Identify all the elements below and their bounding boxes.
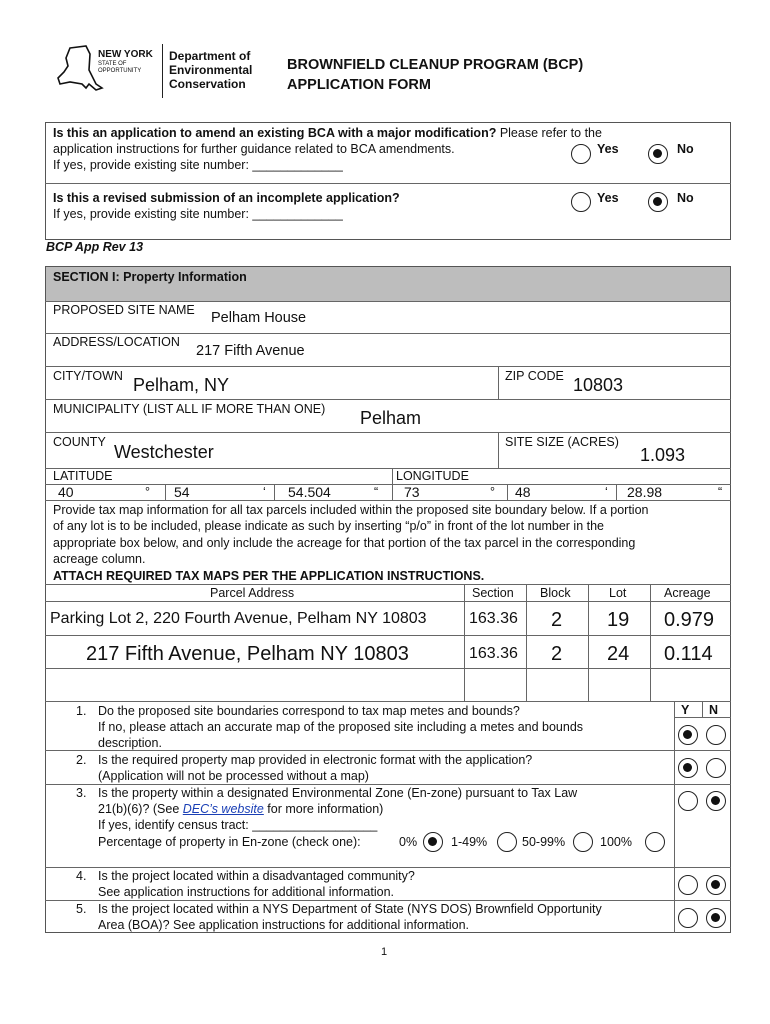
amend-yes-radio[interactable]	[571, 144, 591, 164]
lat-minute-symbol: ‘	[263, 485, 266, 499]
revised-no-radio[interactable]	[648, 192, 668, 212]
q1-line2: If no, please attach an accurate map of the proposed site including a metes and bounds	[98, 720, 584, 734]
q4-yes-radio[interactable]	[678, 875, 698, 895]
page-number: 1	[381, 946, 388, 958]
q1-yes-radio[interactable]	[678, 725, 698, 745]
nys-logo	[56, 44, 266, 100]
site-size-value[interactable]: 1.093	[640, 445, 686, 465]
q2-yes-radio[interactable]	[678, 758, 698, 778]
logo-dept-line3: Conservation	[169, 77, 246, 91]
new-york-state-map-icon	[56, 44, 104, 96]
q5-line1: Is the project located within a NYS Department of State (NYS DOS) Brownfield Opportunity	[98, 902, 602, 916]
attach-maps-note: ATTACH REQUIRED TAX MAPS PER THE APPLICATION INSTRUCTIONS.	[53, 569, 485, 583]
site-size-label: SITE SIZE (ACRES)	[505, 435, 619, 449]
latitude-seconds[interactable]: 54.504	[288, 484, 331, 500]
lon-second-symbol: “	[718, 485, 723, 499]
tax-instructions-line3: appropriate box below, and only include the acreage for that portion of the tax parcel in the corresponding	[53, 536, 636, 550]
tax-instructions-line4: acreage column.	[53, 552, 146, 566]
q4-number: 4.	[76, 869, 87, 883]
site-name-label: PROPOSED SITE NAME	[53, 303, 195, 317]
revised-no-label: No	[677, 191, 694, 205]
amend-yes-label: Yes	[597, 142, 619, 156]
amend-no-radio[interactable]	[648, 144, 668, 164]
pct-2-radio[interactable]	[573, 832, 593, 852]
col-lot: Lot	[609, 586, 627, 600]
q3-no-radio[interactable]	[706, 791, 726, 811]
longitude-minutes[interactable]: 48	[515, 484, 531, 500]
city-label: CITY/TOWN	[53, 369, 123, 383]
col-block: Block	[540, 586, 571, 600]
logo-dept-line1: Department of	[169, 49, 251, 63]
latitude-degrees[interactable]: 40	[58, 484, 74, 500]
pct-1-label: 1-49%	[451, 835, 488, 849]
q4-line1: Is the project located within a disadvantaged community?	[98, 869, 415, 883]
q1-line3: description.	[98, 736, 162, 750]
lat-second-symbol: “	[374, 485, 379, 499]
longitude-seconds[interactable]: 28.98	[627, 484, 663, 500]
parcel-lot[interactable]: 24	[607, 643, 630, 665]
zip-value[interactable]: 10803	[573, 375, 624, 395]
tax-instructions-line1: Provide tax map information for all tax parcels included within the proposed site boundary below. If a portion	[53, 503, 649, 517]
q2-line2: (Application will not be processed without a map)	[98, 769, 369, 783]
q3-line1: Is the property within a designated Environmental Zone (En-zone) pursuant to Tax Law	[98, 786, 578, 800]
q4-no-radio[interactable]	[706, 875, 726, 895]
q1-no-radio[interactable]	[706, 725, 726, 745]
parcel-section[interactable]: 163.36	[469, 645, 518, 662]
q5-line2: Area (BOA)? See application instructions for additional information.	[98, 918, 470, 932]
col-acreage: Acreage	[664, 586, 711, 600]
form-title-line2: APPLICATION FORM	[287, 77, 431, 93]
form-title-line1: BROWNFIELD CLEANUP PROGRAM (BCP)	[287, 57, 584, 73]
revised-yes-radio[interactable]	[571, 192, 591, 212]
parcel-section[interactable]: 163.36	[469, 610, 518, 627]
amend-no-label: No	[677, 142, 694, 156]
amend-question-line3: If yes, provide existing site number: _____________	[53, 158, 343, 172]
lon-minute-symbol: ‘	[605, 485, 608, 499]
q4-line2: See application instructions for additional information.	[98, 885, 395, 899]
revision-label: BCP App Rev 13	[46, 240, 144, 254]
logo-state-line2: STATE OF	[98, 61, 127, 67]
logo-dept-line2: Environmental	[169, 63, 253, 77]
q2-number: 2.	[76, 753, 87, 767]
col-section: Section	[472, 586, 514, 600]
q3-number: 3.	[76, 786, 87, 800]
q5-yes-radio[interactable]	[678, 908, 698, 928]
q3-line2: 21(b)(6)? (See DEC’s website for more information)	[98, 802, 384, 816]
q5-number: 5.	[76, 902, 87, 916]
parcel-block[interactable]: 2	[551, 643, 563, 665]
q3-yes-radio[interactable]	[678, 791, 698, 811]
latitude-label: LATITUDE	[53, 469, 113, 483]
parcel-block[interactable]: 2	[551, 609, 563, 631]
pct-2-label: 50-99%	[522, 835, 566, 849]
revised-question-line1: Is this a revised submission of an incomplete application?	[53, 191, 400, 205]
city-value[interactable]: Pelham, NY	[133, 375, 230, 395]
zip-label: ZIP CODE	[505, 369, 564, 383]
latitude-minutes[interactable]: 54	[174, 484, 190, 500]
q2-no-radio[interactable]	[706, 758, 726, 778]
logo-state-line3: OPPORTUNITY	[98, 68, 142, 74]
municipality-label: MUNICIPALITY (LIST ALL IF MORE THAN ONE)	[53, 402, 326, 416]
pct-1-radio[interactable]	[497, 832, 517, 852]
parcel-address[interactable]: Parking Lot 2, 220 Fourth Avenue, Pelham NY 10803	[50, 610, 427, 627]
q1-line1: Do the proposed site boundaries correspond to tax map metes and bounds?	[98, 704, 520, 718]
q1-number: 1.	[76, 704, 87, 718]
col-y-header: Y	[681, 703, 690, 717]
longitude-degrees[interactable]: 73	[404, 484, 420, 500]
pct-0-radio[interactable]	[423, 832, 443, 852]
pct-3-label: 100%	[600, 835, 632, 849]
county-label: COUNTY	[53, 435, 106, 449]
q2-line1: Is the required property map provided in electronic format with the application?	[98, 753, 533, 767]
dec-website-link[interactable]: DEC’s website	[182, 802, 264, 816]
longitude-label: LONGITUDE	[396, 469, 469, 483]
address-label: ADDRESS/LOCATION	[53, 335, 180, 349]
amend-question-line1: Is this an application to amend an existing BCA with a major modification? Please refer to the	[53, 126, 602, 140]
amend-question-line2: application instructions for further guidance related to BCA amendments.	[53, 142, 455, 156]
tax-instructions-line2: of any lot is to be included, please indicate as such by inserting “p/o” in front of the lot number in the	[53, 519, 605, 533]
parcel-acreage[interactable]: 0.979	[664, 609, 715, 631]
q5-no-radio[interactable]	[706, 908, 726, 928]
county-value[interactable]: Westchester	[114, 442, 214, 462]
address-value[interactable]: 217 Fifth Avenue	[196, 343, 305, 359]
parcel-acreage[interactable]: 0.114	[664, 643, 713, 665]
col-parcel-address: Parcel Address	[210, 586, 295, 600]
lon-degree-symbol: °	[490, 485, 495, 499]
parcel-lot[interactable]: 19	[607, 609, 630, 631]
municipality-value[interactable]: Pelham	[360, 408, 422, 428]
revised-question-line2: If yes, provide existing site number: _____________	[53, 207, 343, 221]
pct-3-radio[interactable]	[645, 832, 665, 852]
revised-yes-label: Yes	[597, 191, 619, 205]
lat-degree-symbol: °	[145, 485, 150, 499]
pct-0-label: 0%	[399, 835, 418, 849]
section-1-title: SECTION I: Property Information	[53, 270, 247, 284]
q3-line3: If yes, identify census tract: __________________	[98, 818, 378, 832]
parcel-address[interactable]: 217 Fifth Avenue, Pelham NY 10803	[86, 643, 409, 665]
q3-line4: Percentage of property in En-zone (check one):	[98, 835, 361, 849]
site-name-value[interactable]: Pelham House	[211, 310, 307, 326]
col-n-header: N	[709, 703, 719, 717]
logo-state-line1: NEW YORK	[98, 49, 153, 60]
